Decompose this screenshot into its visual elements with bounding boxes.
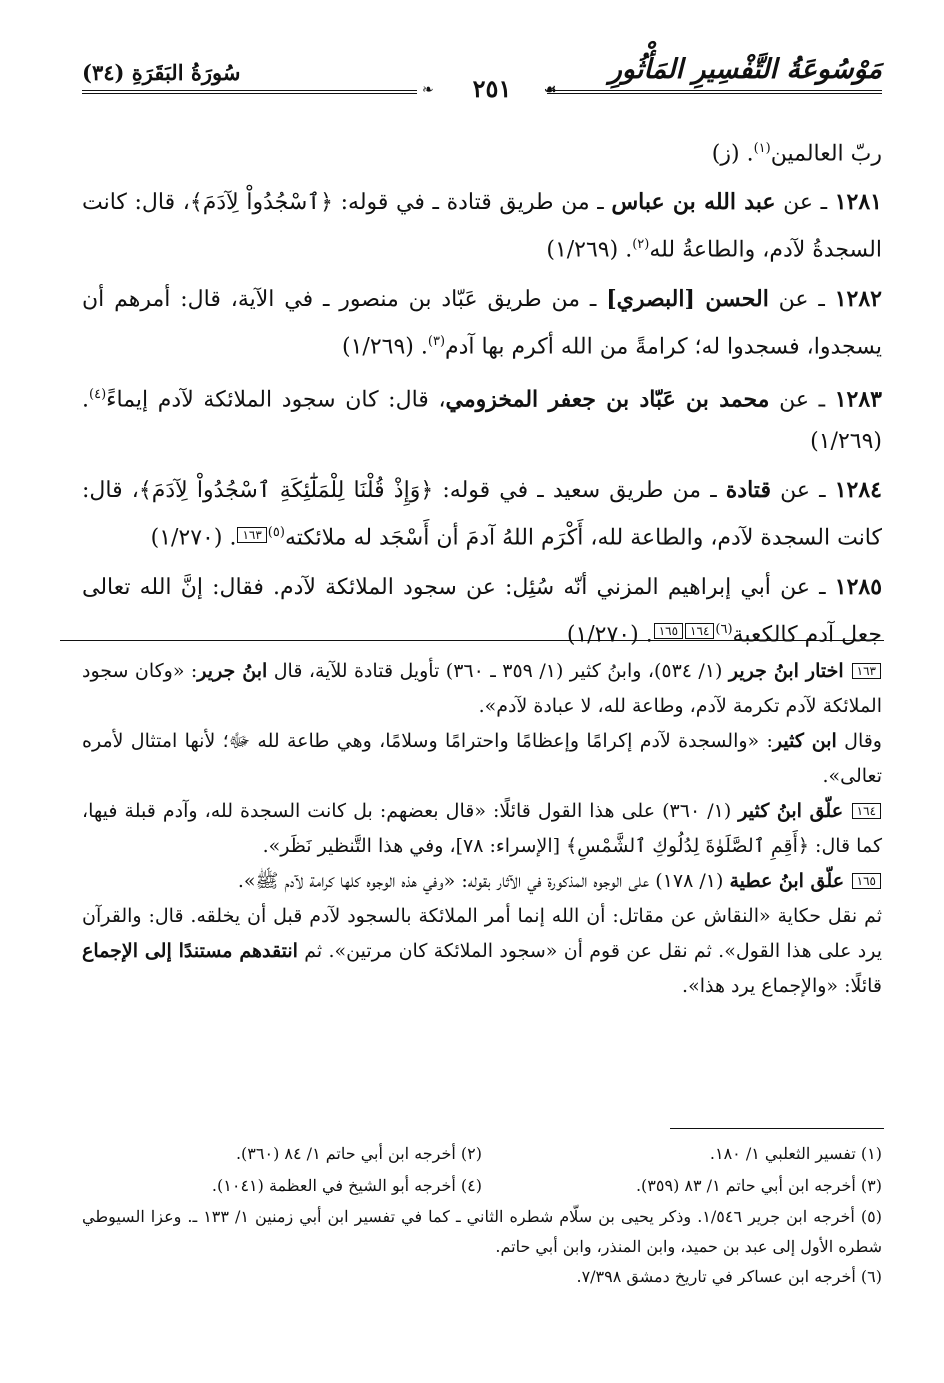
rule-left — [82, 90, 417, 94]
hadith-number: ١٢٨٢ — [834, 285, 882, 312]
footnote-2: (٢) أخرجه ابن أبي حاتم ١/ ٨٤ (٣٦٠). — [235, 1144, 482, 1163]
footnote-1: (١) تفسير الثعلبي ١/ ١٨٠. — [709, 1144, 882, 1163]
note-164: ١٦٤ علّق ابنُ كثير (١/ ٣٦٠) على هذا القول قائلًا: «قال بعضهم: بل كانت السجدة لله، وآدم قبلة فيها، كما قال: ﴿أَقِمِ ٱلصَّلَوٰةَ لِدُلُوكِ ٱلشَّمْسِ﴾ [الإسراء: ٧٨]، وفي هذا التَّنظير نَظَر». — [82, 800, 882, 857]
footnote-3: (٣) أخرجه ابن أبي حاتم ١/ ٨٣ (٣٥٩). — [635, 1176, 882, 1195]
hadith-1284: ١٢٨٤ ـ عن قتادة ـ من طريق سعيد ـ في قوله: ﴿وَإِذْ قُلْنَا لِلْمَلَٰٓئِكَةِ ٱسْجُدُواْ لِآدَمَ﴾، قال: كانت السجدة لآدم، والطاعة لله، أَكْرَم اللهُ آدمَ أن أَسْجَد له ملائكته$^{(٥)}$١٦٣. (١/٢٧٠) — [82, 477, 882, 551]
footnote-4: (٤) أخرجه أبو الشيخ في العظمة (١٠٤١). — [211, 1176, 482, 1195]
note-number-box: ١٦٣ — [852, 663, 881, 679]
main-text — [82, 128, 882, 662]
hadith-number: ١٢٨٤ — [834, 477, 882, 504]
quran-quote: ﴿أَقِمِ ٱلصَّلَوٰةَ لِدُلُوكِ ٱلشَّمْسِ﴾ — [566, 835, 810, 857]
reference: . (١/٢٧٠) — [566, 621, 653, 647]
note-163-cont: وقال ابن كثير: «والسجدة لآدم إكرامًا وإعظامًا واحترامًا وسلامًا، وهي طاعة لله ﷻ؛ لأنها امتثال لأمره تعالى». — [82, 730, 882, 787]
narrator-name: قتادة — [725, 477, 771, 504]
book-title: مَوْسُوعَةُ التَّفْسِيرِ المَأْثُورِ — [608, 54, 882, 85]
quran-quote: ﴿وَإِذْ قُلْنَا لِلْمَلَٰٓئِكَةِ ٱسْجُدُواْ لِآدَمَ﴾ — [138, 478, 434, 504]
surah-label: سُورَةُ البَقَرَةِ (٣٤) — [82, 60, 241, 85]
reference: . (١/٢٦٩) — [546, 237, 633, 263]
ornament-icon: ❧ — [422, 82, 434, 98]
hadith-1285: ١٢٨٥ ـ عن أبي إبراهيم المزني أنّه سُئِل: عن سجود الملائكة لآدم. فقال: إنَّ الله تعالى جعل آدم كالكعبة$^{(٦)}$١٦٤١٦٥. (١/٢٧٠) — [82, 573, 883, 647]
commentary-ref-box[interactable]: ١٦٤ — [685, 623, 714, 639]
quran-quote: ﴿ٱسْجُدُواْ لِآدَمَ﴾ — [189, 190, 334, 216]
header-rule — [82, 74, 882, 103]
ornament-icon: ☙ — [544, 82, 557, 98]
rule-right — [547, 90, 882, 94]
footnote-row — [82, 1170, 882, 1202]
note-number-box: ١٦٤ — [852, 803, 881, 819]
commentary-divider — [60, 640, 884, 641]
narrator-name: محمد بن عَبّاد بن جعفر المخزومي — [445, 386, 770, 413]
narrator-name: الحسن [البصري] — [606, 285, 769, 312]
commentary-ref-box[interactable]: ١٦٥ — [654, 623, 683, 639]
footnote-divider — [670, 1128, 884, 1129]
commentary-notes — [82, 654, 882, 1004]
note-163: ١٦٣ اختار ابنُ جرير (١/ ٥٣٤)، وابنُ كثير (١/ ٣٥٩ ـ ٣٦٠) تأويل قتادة للآية، قال ابنُ جرير: «وكان سجود الملائكة لآدم تكرمة لآدم، وطاعة لله، لا عبادة لآدم». — [82, 660, 882, 717]
paragraph-continuation: ربّ العالمين$^{(١)}$. (ز) — [711, 141, 882, 167]
hadith-number: ١٢٨١ — [834, 189, 882, 216]
narrator-name: أبي إبراهيم المزني — [596, 574, 771, 600]
footnotes — [82, 1138, 882, 1292]
footnote-5: (٥) أخرجه ابن جرير ١/٥٤٦. وذكر يحيى بن سلّام شطره الثاني ـ كما في تفسير ابن أبي زمنين ١/ ١٣٣ ـ. وعزا السيوطي شطره الأول إلى عبد بن حميد، وابن المنذر، وابن أبي حاتم. — [82, 1207, 882, 1256]
reference: . (١/٢٧٠) — [150, 525, 237, 551]
hadith-number: ١٢٨٥ — [834, 573, 883, 600]
note-number-box: ١٦٥ — [852, 873, 881, 889]
note-165: ١٦٥ علّق ابنُ عطية (١/ ١٧٨) على الوجوه المذكورة في الآثار بقوله: «وفي هذه الوجوه كلها كرامة لآدم ﷺ». — [82, 864, 882, 899]
reference: . (١/٢٦٩) — [82, 387, 882, 455]
hadith-1283: ١٢٨٣ ـ عن محمد بن عَبّاد بن جعفر المخزومي، قال: كان سجود الملائكة لآدم إيماءً$^{(٤)}$. (١/٢٦٩) — [82, 386, 882, 455]
hadith-1281: ١٢٨١ ـ عن عبد الله بن عباس ـ من طريق قتادة ـ في قوله: ﴿ٱسْجُدُواْ لِآدَمَ﴾، قال: كانت السجدةُ لآدم، والطاعةُ لله$^{(٢)}$. (١/٢٦٩) — [82, 189, 882, 263]
commentary-ref-box[interactable]: ١٦٣ — [237, 527, 266, 543]
narrator-name: عبد الله بن عباس — [611, 189, 776, 216]
reference: . (١/٢٦٩) — [342, 333, 428, 359]
footnote-row — [82, 1138, 882, 1170]
footnote-6: (٦) أخرجه ابن عساكر في تاريخ دمشق ٧/٣٩٨. — [576, 1267, 882, 1286]
note-165-cont: ثم نقل حكاية «النقاش عن مقاتل: أن الله إنما أمر الملائكة بالسجود لآدم قبل أن يخلقه. قال: والقرآن يرد على هذا القول». ثم نقل عن قوم أن «سجود الملائكة كان مرتين». ثم انتقدهم مستندًا إلى الإجماع قائلًا: «والإجماع يرد هذا». — [82, 905, 882, 997]
hadith-1282: ١٢٨٢ ـ عن الحسن [البصري] ـ من طريق عَبّاد بن منصور ـ في الآية، قال: أمرهم أن يسجدوا، فسجدوا له؛ كرامةً من الله أكرم بها آدم$^{(٣)}$. (١/٢٦٩) — [82, 285, 882, 359]
hadith-number: ١٢٨٣ — [834, 386, 882, 413]
page-number: ٢٥١ — [472, 74, 512, 103]
